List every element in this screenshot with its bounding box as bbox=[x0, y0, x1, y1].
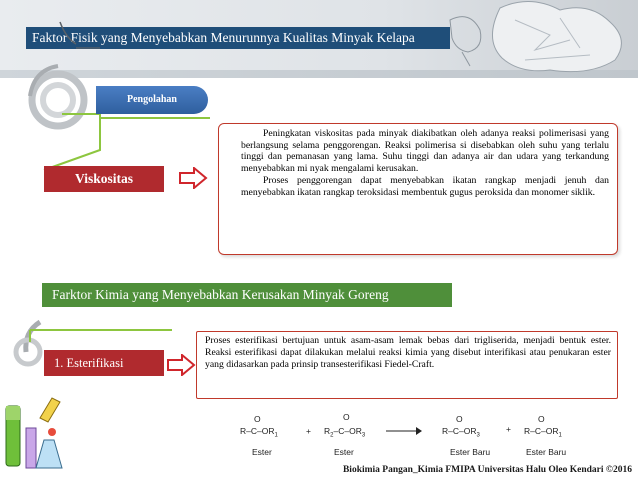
viskositas-description bbox=[218, 123, 618, 255]
formula-2-c: C bbox=[338, 426, 345, 436]
pengolahan-pill: Pengolahan bbox=[96, 86, 208, 114]
right-arrow-icon bbox=[178, 167, 208, 189]
lab-glassware-icon bbox=[0, 388, 70, 479]
formula-4-or: OR bbox=[545, 426, 559, 436]
page-title: Faktor Fisik yang Menyebabkan Menurunnya Kualitas Minyak Kelapa bbox=[26, 27, 450, 49]
reaction-label-1: Ester bbox=[252, 447, 272, 457]
formula-3-r: R bbox=[442, 426, 449, 436]
reaction-label-3: Ester Baru bbox=[450, 447, 491, 457]
viskositas-label: Viskositas bbox=[44, 166, 164, 192]
formula-3-sub: 3 bbox=[476, 432, 480, 439]
formula-1: $R-C-OR_1$ bbox=[240, 426, 278, 439]
reaction-label-2: Ester bbox=[334, 447, 354, 457]
formula-2-sub: 3 bbox=[361, 432, 366, 439]
formula-2-o: O bbox=[343, 412, 350, 422]
formula-2-leftsub: 2 bbox=[330, 432, 334, 439]
formula-3-c: C bbox=[452, 426, 460, 436]
formula-1-r: R bbox=[240, 426, 247, 436]
viskositas-paragraph-2: Proses penggorengan dapat menyebabkan ikatan rangkap menjadi jenuh dan menyebabkan ikatan rangkap teroksidasi membentuk gugus peroksida dan monomer siklik. bbox=[241, 174, 609, 198]
reaction-label-4: Ester Baru bbox=[526, 447, 567, 457]
formula-2: $R_2-C-OR_3$ bbox=[324, 426, 366, 439]
esterifikasi-label: 1. Esterifikasi bbox=[44, 350, 164, 376]
right-arrow-icon bbox=[166, 354, 196, 376]
reaction-scheme bbox=[236, 412, 596, 446]
formula-4: $R-C-OR_1$ bbox=[524, 426, 562, 439]
section-title-kimia: Farktor Kimia yang Menyebabkan Kerusakan Minyak Goreng bbox=[42, 283, 452, 307]
footer-credit: Biokimia Pangan_Kimia FMIPA Universitas Halu Oleo Kendari ©2016 bbox=[342, 465, 632, 475]
plus-2: + bbox=[506, 424, 511, 434]
formula-1-o: O bbox=[254, 414, 261, 424]
esterifikasi-description: Proses esterifikasi bertujuan untuk asam-asam lemak bebas dari trigliserida, menjadi bentuk ester. Reaksi esterifikasi dapat dilakukan melalui reaksi kimia yang disebut interifikasi atau penukaran ester yang didasarkan pada prinsip transesterifikasi Fiedel-Craft. bbox=[196, 331, 618, 399]
formula-4-o: O bbox=[538, 414, 545, 424]
formula-1-sub: 1 bbox=[274, 432, 278, 439]
formula-3-o: O bbox=[456, 414, 463, 424]
formula-3: $R-C-OR_3$ bbox=[442, 426, 480, 439]
formula-1-or: OR bbox=[261, 426, 275, 436]
viskositas-paragraph-1: Peningkatan viskositas pada minyak diakibatkan oleh adanya reaksi polimerisasi yang berlangsung selama penggorengan. Reaksi polimerisa si disebabkan oleh suhu yang terlalu tinggi dan pemanasan yang lama. Suhu tinggi dan adanya air dan udara yang terkandung menyebabkan mi nyak mengalami kerusakan. bbox=[241, 128, 609, 175]
reaction-arrow-icon bbox=[386, 426, 422, 436]
formula-1-c: C bbox=[250, 426, 258, 436]
formula-4-r: R bbox=[524, 426, 531, 436]
formula-4-sub: 1 bbox=[558, 432, 562, 439]
formula-4-c: C bbox=[534, 426, 542, 436]
plus-1: + bbox=[306, 426, 311, 436]
formula-2-or: OR bbox=[349, 426, 362, 436]
formula-3-or: OR bbox=[463, 426, 477, 436]
formula-2-r: R bbox=[324, 426, 331, 436]
